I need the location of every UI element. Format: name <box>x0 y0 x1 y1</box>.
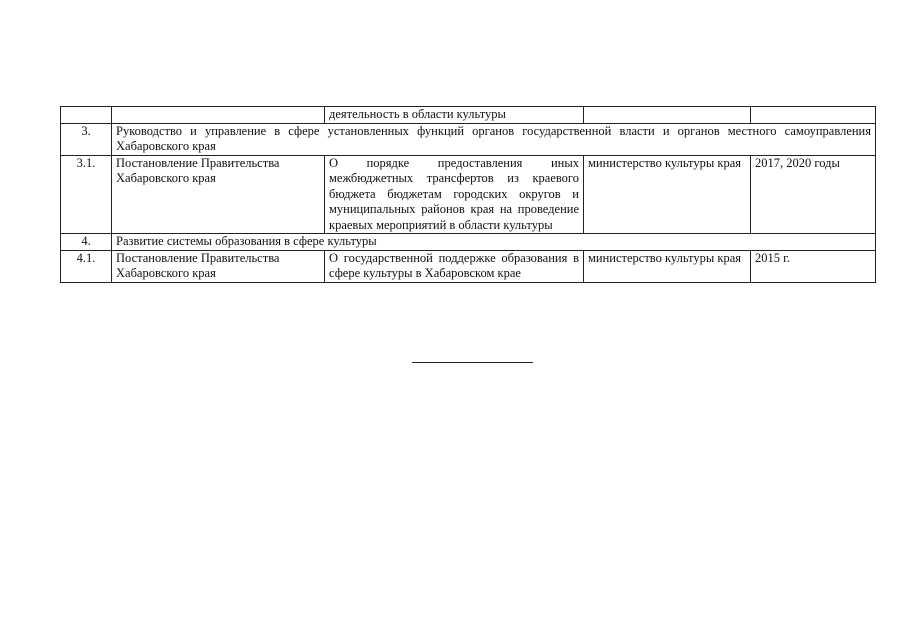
cell-term: 2015 г. <box>751 250 876 282</box>
cell-executor: министерство культуры края <box>584 250 751 282</box>
cell-title: О порядке предоставления иных межбюджетных трансфертов из краевого бюджета бюджетам городских округов и муниципальных районов края на проведение краевых мероприятий в области культуры <box>325 155 584 234</box>
table-row <box>61 107 876 124</box>
table-row <box>61 250 876 282</box>
table-row <box>61 155 876 234</box>
section-title: Развитие системы образования в сфере культуры <box>112 234 876 251</box>
section-number: 3. <box>61 123 112 155</box>
cell-document-type <box>112 107 325 124</box>
cell-document-type: Постановление Правительства Хабаровского края <box>112 250 325 282</box>
cell-executor <box>584 107 751 124</box>
section-title: Руководство и управление в сфере установленных функций органов государственной власти и органов местного самоуправления Хабаровского края <box>112 123 876 155</box>
legislation-plan-table <box>60 106 876 283</box>
cell-executor: министерство культуры края <box>584 155 751 234</box>
cell-document-type: Постановление Правительства Хабаровского края <box>112 155 325 234</box>
section-row <box>61 234 876 251</box>
cell-number: 4.1. <box>61 250 112 282</box>
section-number: 4. <box>61 234 112 251</box>
section-row <box>61 123 876 155</box>
cell-term <box>751 107 876 124</box>
cell-term: 2017, 2020 годы <box>751 155 876 234</box>
cell-number: 3.1. <box>61 155 112 234</box>
cell-title: О государственной поддержке образования в сфере культуры в Хабаровском крае <box>325 250 584 282</box>
end-separator-line <box>412 362 533 363</box>
cell-number <box>61 107 112 124</box>
cell-title: деятельность в области культуры <box>325 107 584 124</box>
